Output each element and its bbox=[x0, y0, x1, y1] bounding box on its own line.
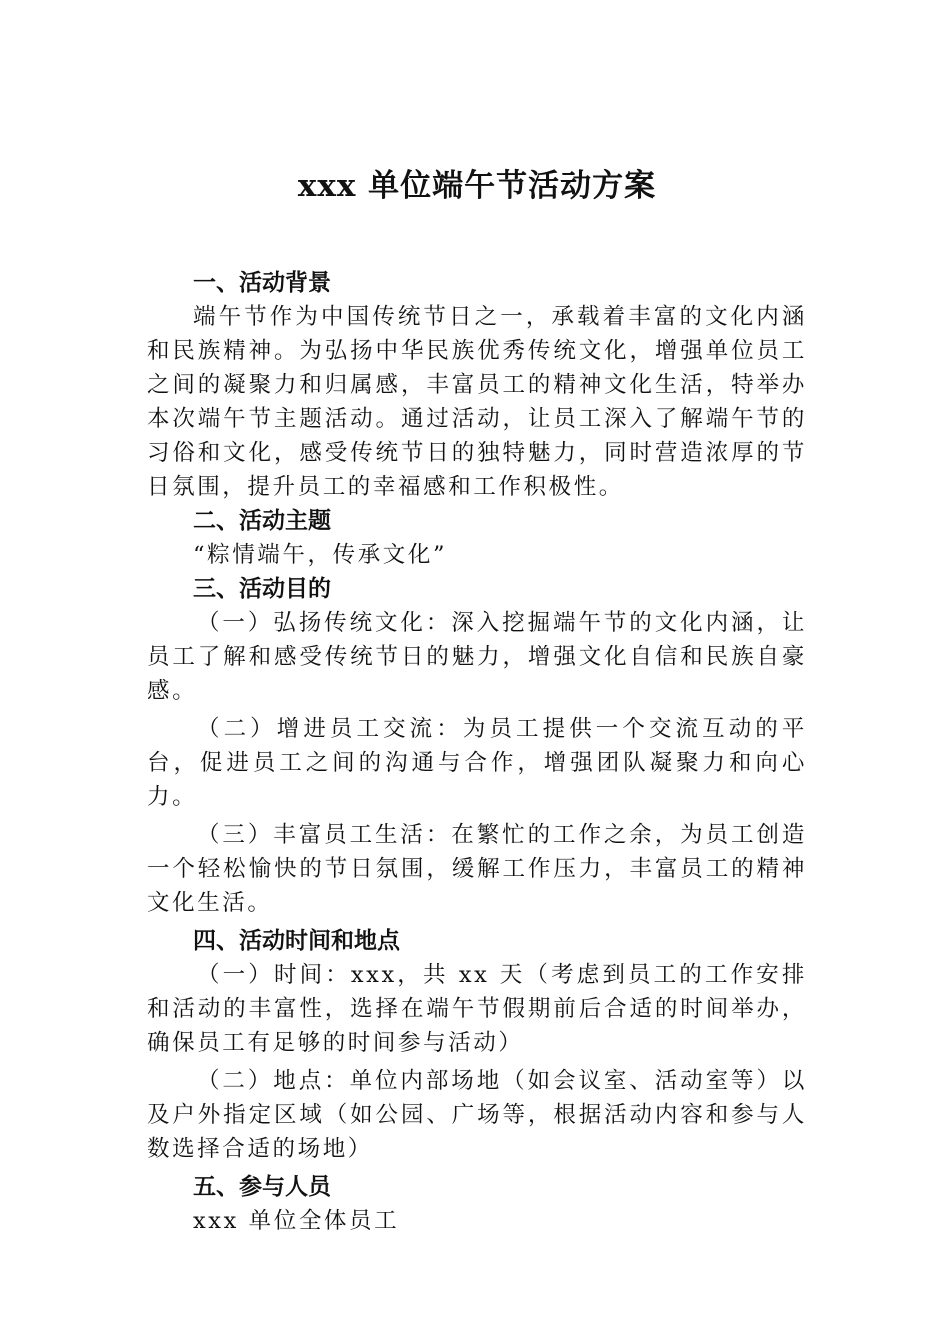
document-page bbox=[147, 160, 807, 1238]
section-theme bbox=[147, 504, 807, 572]
section-time-place bbox=[147, 924, 807, 1166]
item-text: 在繁忙的工作之余，为员工创造一个轻松愉快的节日氛围，缓解工作压力，丰富员工的精神文化生活。 bbox=[147, 822, 807, 916]
section-purpose bbox=[147, 572, 807, 920]
participants-text: xxx 单位全体员工 bbox=[193, 1208, 400, 1234]
purpose-item bbox=[147, 818, 807, 920]
item-lead: （一）时间： bbox=[197, 962, 351, 988]
item-text: 深入挖掘端午节的文化内涵，让员工了解和感受传统节日的魅力，增强文化自信和民族自豪感。 bbox=[147, 610, 807, 704]
body-paragraph: 端午节作为中国传统节日之一，承载着丰富的文化内涵和民族精神。为弘扬中华民族优秀传统文化，增强单位员工之间的凝聚力和归属感，丰富员工的精神文化生活，特举办本次端午节主题活动。通过活动，让员工深入了解端午节的习俗和文化，感受传统节日的独特魅力，同时营造浓厚的节日氛围，提升员工的幸福感和工作积极性。 bbox=[147, 304, 807, 500]
item-lead: （三）丰富员工生活： bbox=[197, 822, 452, 848]
section-participants bbox=[147, 1170, 807, 1238]
section-heading: 三、活动目的 bbox=[193, 576, 331, 602]
place-item bbox=[147, 1064, 807, 1166]
section-heading: 四、活动时间和地点 bbox=[193, 928, 400, 954]
document-title: xxx 单位端午节活动方案 bbox=[297, 168, 657, 204]
purpose-item bbox=[147, 712, 807, 814]
theme-slogan: “粽情端午，传承文化” bbox=[193, 542, 448, 568]
item-lead: （二）地点： bbox=[197, 1068, 350, 1094]
section-heading: 一、活动背景 bbox=[193, 270, 331, 296]
item-text: 为员工提供一个交流互动的平台，促进员工之间的沟通与合作，增强团队凝聚力和向心力。 bbox=[147, 716, 807, 810]
item-text: xxx，共 xx 天（考虑到员工的工作安排和活动的丰富性，选择在端午节假期前后合适的时间举办，确保员工有足够的时间参与活动） bbox=[147, 962, 807, 1056]
item-text: 单位内部场地（如会议室、活动室等）以及户外指定区域（如公园、广场等，根据活动内容和参与人数选择合适的场地） bbox=[147, 1068, 807, 1162]
time-item bbox=[147, 958, 807, 1060]
item-lead: （一）弘扬传统文化： bbox=[197, 610, 452, 636]
item-lead: （二）增进员工交流： bbox=[197, 716, 463, 742]
section-heading: 五、参与人员 bbox=[193, 1174, 331, 1200]
purpose-item bbox=[147, 606, 807, 708]
section-heading: 二、活动主题 bbox=[193, 508, 331, 534]
section-background bbox=[147, 266, 807, 504]
